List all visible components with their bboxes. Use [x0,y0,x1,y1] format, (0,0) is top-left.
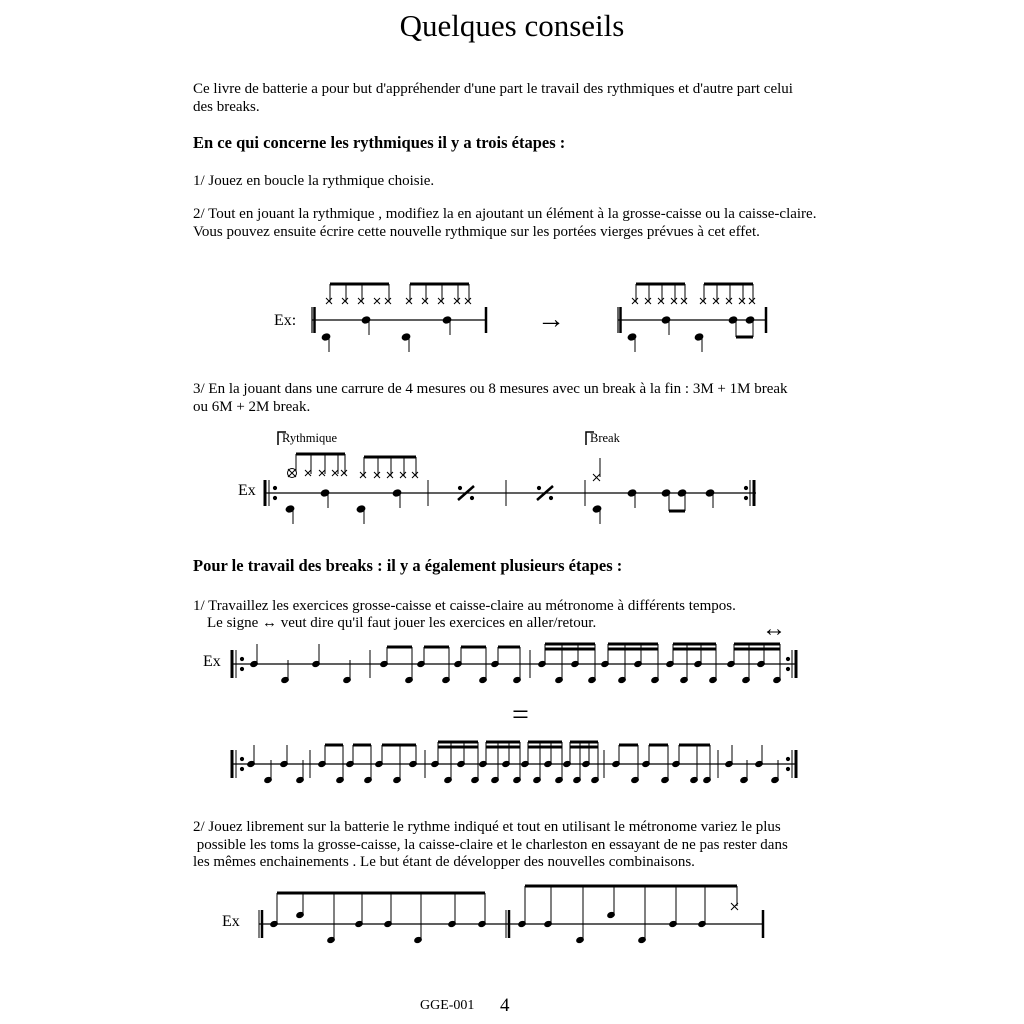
rhythm-step-2-line-1: 2/ Tout en jouant la rythmique , modifiez la en ajoutant un élément à la grosse-caisse ou la caisse-claire. [193,206,817,222]
breaks-step-1-line-2: Le signe ↔ veut dire qu'il faut jouer les exercices en aller/retour. [207,615,597,631]
rhythm-step-3-line-2: ou 6M + 2M break. [193,399,311,415]
notation-breaks-line-2 [232,742,797,784]
heading-breaks: Pour le travail des breaks : il y a également plusieurs étapes : [193,556,623,575]
breaks-step-2-line-2: possible les toms la grosse-caisse, la caisse-claire et le charleston en essayant de ne pas rester dans [193,837,788,853]
rhythm-caption: Rythmique [282,431,338,445]
transform-arrow: → [537,304,565,335]
breaks-step-2-line-1: 2/ Jouez librement sur la batterie le rythme indiqué et tout en utilisant le métronome variez le plus [193,819,781,835]
notation-example-final [259,886,763,944]
breaks-example-2-label: Ex [222,913,240,930]
break-caption: Break [590,431,620,445]
intro-line-1: Ce livre de batterie a pour but d'appréhender d'une part le travail des rythmiques et d'autre part celui [193,81,793,97]
rhythm-step-3-line-1: 3/ En la jouant dans une carrure de 4 mesures ou 8 mesures avec un break à la fin : 3M + 1M break [193,381,788,397]
double-arrow-icon: ↔ [762,616,786,642]
notation-example-1-left [312,284,486,352]
rhythm-step-2-line-2: Vous pouvez ensuite écrire cette nouvelle rythmique sur les portées vierges prévues à cet effet. [193,224,760,240]
rhythm-step-1: 1/ Jouez en boucle la rythmique choisie. [193,173,435,189]
breaks-example-label: Ex [203,653,221,670]
intro-line-2: des breaks. [193,99,260,115]
page-number: 4 [500,995,510,1016]
example-1-label: Ex: [274,312,297,329]
notation-example-1-right [618,284,766,352]
equals-sign: = [512,698,529,731]
footer-code: GGE-001 [420,998,475,1013]
notation-breaks-line-1 [232,644,797,684]
breaks-step-1-line-1: 1/ Travaillez les exercices grosse-caisse et caisse-claire au métronome à différents tempos. [193,598,736,614]
example-2-label: Ex [238,482,256,499]
page-title: Quelques conseils [399,8,625,43]
notation-example-2 [265,432,756,524]
breaks-step-2-line-3: les mêmes enchainements . Le but étant de développer des nouvelles combinaisons. [193,854,695,870]
heading-rhythms: En ce qui concerne les rythmiques il y a trois étapes : [193,133,566,152]
